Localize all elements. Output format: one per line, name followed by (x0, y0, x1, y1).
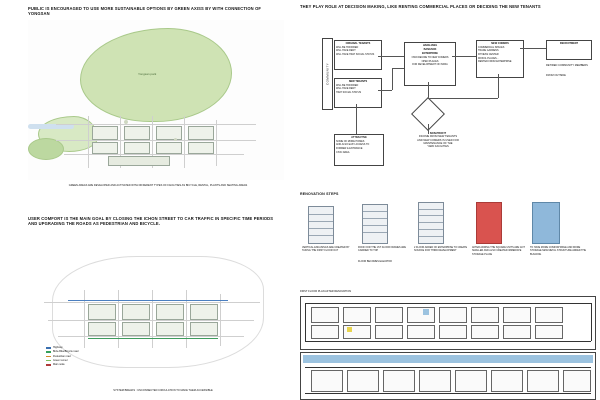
community-label: COMMUNITY (322, 38, 333, 110)
map-legend (46, 346, 78, 367)
renovation-caption-5: TO HAVE MORE COMFORTABLE AND MORE STORAGE NEW METAL STRUCTURE ADDED THE BUILDING (530, 246, 586, 256)
newcomers-line-1: COMMERCIAL SPACES (478, 45, 505, 49)
right-column (300, 4, 596, 396)
newcomers-line-3: FITNESS CENTER (478, 52, 499, 56)
recruitment-note-1: RETIRED COMMUNITY MEMBERS (546, 64, 588, 67)
original-tenants-title: ORIGINAL TENANTS (345, 42, 371, 45)
attractive-line-3: FORMER & ENTRANCE (336, 146, 363, 150)
attractive-title: ATTRACTIVE (351, 136, 367, 139)
renovation-caption-4: AFTER ADDING THE SQUARE UNITS ARE GOT SMALLER AND ALSO CREATED IMMEDIATE STORAGE PLACE (472, 246, 525, 256)
renovation-caption-3: 2 FLOOR ADDED OF ENTERPRISE TO CREATE SOURCE FOR THIRD DEVELOPMENT (414, 246, 468, 253)
building-step-2 (362, 204, 388, 244)
legend-label: Pedestrian road (53, 354, 71, 358)
recruitment-box (546, 40, 592, 60)
renovation-steps-diagram (300, 200, 594, 266)
building-step-4 (476, 202, 502, 244)
attractive-box (334, 134, 384, 166)
nonprofit-line-3: MAINTENANCE OF THE (423, 142, 453, 146)
enterprise-title: HANGJANG (422, 44, 438, 47)
legend-label: Main node (53, 363, 65, 366)
new-tenants-line-2: WILL HAVE RENT (336, 87, 356, 91)
first-floor-plan (300, 296, 596, 350)
left-column (28, 6, 286, 394)
new-tenants-title: NEW TENANTS (348, 80, 368, 83)
original-tenants-line-1: WILL BE HONORED (336, 45, 359, 49)
building-step-3 (418, 202, 444, 244)
newcomers-line-5: RENTED FROM ENTERPRISE (478, 60, 512, 64)
nonprofit-line-4: YARD FACILITIES (427, 145, 449, 149)
nonprofit-line-1: INCOME FROM NEW TENANTS (418, 135, 458, 139)
attractive-line-4: CIVIC AREA (336, 150, 350, 154)
attractive-line-1: SOME OF MORE HOMES (336, 139, 365, 143)
building-step-5 (532, 202, 560, 244)
renovation-note-left: FLOOR BECOMES ELEVATOR (358, 260, 392, 263)
top-map-caption: GREEN AREAS ARE DEVELOPED AND ACTIVATED WITH DIFFERENT TYPES OF FACILITIES AS BICYCLE, RENTAL, PLANTS AND SEATING AREAS (68, 184, 248, 187)
plan-label: FIRST FLOOR PLAN AFTER RENOVATION (300, 290, 352, 293)
enterprise-line-1: OWN DECIDE TO NEW COMERS (411, 56, 449, 60)
recruitment-title: RECRUITMENT (559, 42, 579, 45)
legend-label: Highway (53, 346, 63, 349)
bottom-circulation-map (28, 250, 284, 386)
original-tenants-line-2: WILL HAVE RENT (336, 49, 356, 53)
nonprofit-title: NON-PROFIT (429, 132, 447, 135)
enterprise-line-2: OPEN PLACES (421, 59, 439, 63)
park-label: Yongsan park (138, 72, 157, 76)
right-title: THEY PLAY ROLE AT DECISION MAKING, LIKE RENTING COMMERCIAL PLACES OR DECIDING THE NEW TENANTS (300, 4, 541, 9)
left-title-2: USER COMFORT IS THE MAIN GOAL BY CLOSING THE ICHON STREET TO CAR TRAFFIC IN SPECIFIC TIME PERIODS AND UPGRADING THE ROADS AS PEDESTRIAN AND BICYCLE. (28, 216, 274, 227)
enterprise-box (404, 42, 456, 86)
enterprise-subtitle-1: BANGSOK (423, 47, 437, 51)
enterprise-subtitle-2: ENTERPRISE (422, 51, 438, 55)
left-title-1: PUBLIC IS ENCOURAGED TO USE MORE SUSTAINABLE OPTIONS BY GREEN AXISS BY WITH CONNECTION OF YONGSAN (28, 6, 262, 17)
newcomers-line-4: MOKOL PLACES... (478, 56, 499, 60)
new-tenants-box (334, 78, 382, 108)
nonprofit-line-2: AND NEW COMERS IS USED FOR (417, 138, 459, 142)
original-tenants-line-3: WILL HAVE HIGH SOCIAL STATUS (336, 52, 375, 56)
bottom-map-caption: SYSTEM BREAKS : UNCONNECTED CIRCULATION TO MAKE THEM ACCESSIBLE (113, 389, 213, 392)
legend-label: Bicle-Bike/Bicycle road (53, 350, 79, 354)
legend-label: Green tunnel (53, 358, 68, 362)
recruitment-note-2: FROM OUTSIDE (546, 74, 566, 77)
newcomers-box (476, 40, 524, 78)
renovation-caption-2: ROOF FOR THE 1ST FLOOR FRAMES ARE CARRIED TO TOP (358, 246, 406, 253)
stakeholder-flow-diagram (300, 16, 594, 176)
renovation-title: RENOVATION STEPS (300, 192, 339, 196)
building-step-1 (308, 206, 334, 244)
newcomers-line-2: TRADE GARDENS (478, 49, 499, 53)
new-tenants-line-3: HIGH SOCIAL STATUS (336, 90, 362, 94)
enterprise-line-3: FOR DEVELOPMENT OF INFRA (412, 63, 448, 67)
nonprofit-block (408, 132, 468, 149)
second-floor-plan (300, 352, 596, 400)
original-tenants-box (334, 40, 382, 70)
newcomers-title: NEW COMERS (491, 42, 509, 45)
attractive-line-2: AND ALSO EASY ACCESS TO (336, 143, 370, 147)
top-site-map (28, 20, 284, 180)
renovation-caption-1: VERTICAL ENCASINGS ARE CREATED BY TAKING THE FIRST FLOOR OUT (302, 246, 350, 253)
new-tenants-line-1: WILL BE HONORED (336, 83, 359, 87)
